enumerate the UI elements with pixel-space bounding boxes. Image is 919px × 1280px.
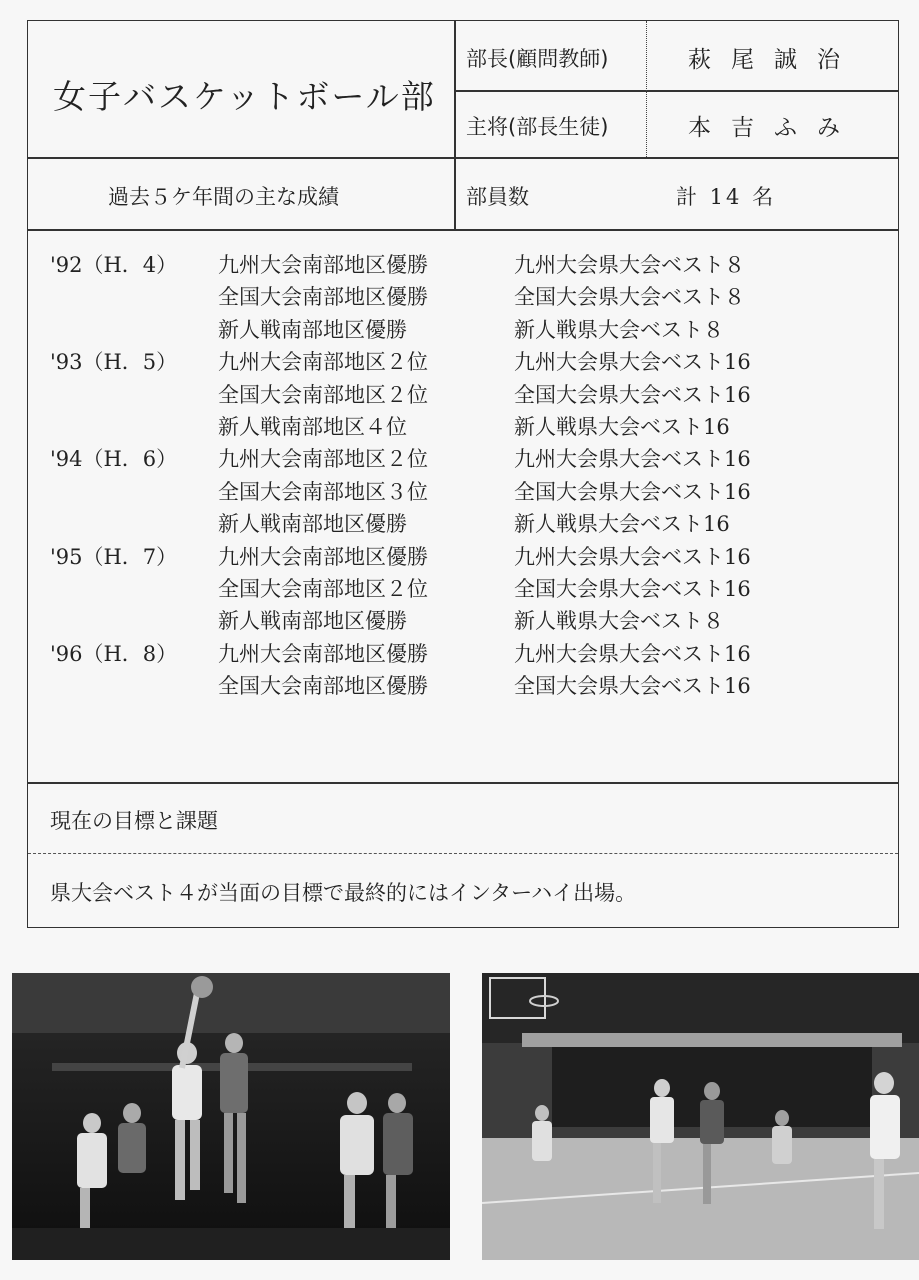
goals-text: 県大会ベスト４が当面の目標で最終的にはインターハイ出場。 (50, 881, 637, 905)
row-divider (28, 229, 898, 231)
result-district: 九州大会南部地区２位 (218, 350, 428, 375)
result-prefecture: 九州大会県大会ベスト８ (514, 253, 745, 277)
result-district: 全国大会南部地区２位 (218, 382, 428, 407)
result-district: 全国大会南部地区３位 (218, 479, 428, 504)
result-prefecture: 全国大会県大会ベスト16 (514, 382, 751, 407)
result-prefecture: 全国大会県大会ベスト16 (514, 576, 751, 601)
result-district: 新人戦南部地区優勝 (218, 317, 407, 342)
result-district: 九州大会南部地区優勝 (218, 253, 428, 277)
result-prefecture: 全国大会県大会ベスト８ (514, 285, 745, 310)
result-prefecture: 新人戦県大会ベスト８ (514, 317, 724, 342)
result-year: '93（H．5） (50, 350, 178, 375)
row-divider (454, 90, 898, 92)
photo-gymnasium (482, 973, 919, 1260)
result-district: 九州大会南部地区優勝 (218, 641, 428, 666)
advisor-label: 部長(顧問教師) (466, 47, 609, 71)
result-district: 全国大会南部地区２位 (218, 576, 428, 601)
result-prefecture: 全国大会県大会ベスト16 (514, 674, 751, 699)
captain-label: 主将(部長生徒) (466, 115, 609, 139)
result-prefecture: 九州大会県大会ベスト16 (514, 350, 751, 375)
results-heading: 過去５ケ年間の主な成績 (108, 185, 339, 209)
result-prefecture: 全国大会県大会ベスト16 (514, 479, 751, 504)
result-district: 新人戦南部地区優勝 (218, 609, 407, 634)
club-info-table (27, 20, 899, 928)
captain-name: 本吉ふみ (688, 115, 860, 141)
row-divider (28, 782, 898, 784)
result-prefecture: 九州大会県大会ベスト16 (514, 544, 751, 569)
advisor-name: 萩尾誠治 (688, 47, 860, 73)
result-prefecture: 九州大会県大会ベスト16 (514, 641, 751, 666)
result-prefecture: 九州大会県大会ベスト16 (514, 447, 751, 472)
dashed-divider (28, 853, 898, 854)
result-year: '94（H．6） (50, 447, 178, 472)
dotted-divider (646, 21, 647, 157)
result-district: 全国大会南部地区優勝 (218, 285, 428, 310)
result-district: 九州大会南部地区２位 (218, 447, 428, 472)
result-district: 新人戦南部地区優勝 (218, 512, 407, 537)
result-district: 九州大会南部地区優勝 (218, 544, 428, 569)
club-name: 女子バスケットボール部 (53, 77, 436, 116)
result-district: 全国大会南部地区優勝 (218, 674, 428, 699)
result-prefecture: 新人戦県大会ベスト16 (514, 512, 730, 537)
result-year: '92（H．4） (50, 253, 178, 277)
result-prefecture: 新人戦県大会ベスト８ (514, 609, 724, 634)
result-year: '95（H．7） (50, 544, 178, 569)
members-value: 計 14 名 (676, 185, 777, 209)
result-prefecture: 新人戦県大会ベスト16 (514, 414, 730, 439)
members-label: 部員数 (466, 185, 529, 209)
row-divider (28, 157, 898, 159)
result-year: '96（H．8） (50, 641, 178, 666)
photo-game-action (12, 973, 450, 1260)
goals-heading: 現在の目標と課題 (50, 809, 218, 833)
result-district: 新人戦南部地区４位 (218, 414, 407, 439)
column-divider (454, 21, 456, 229)
